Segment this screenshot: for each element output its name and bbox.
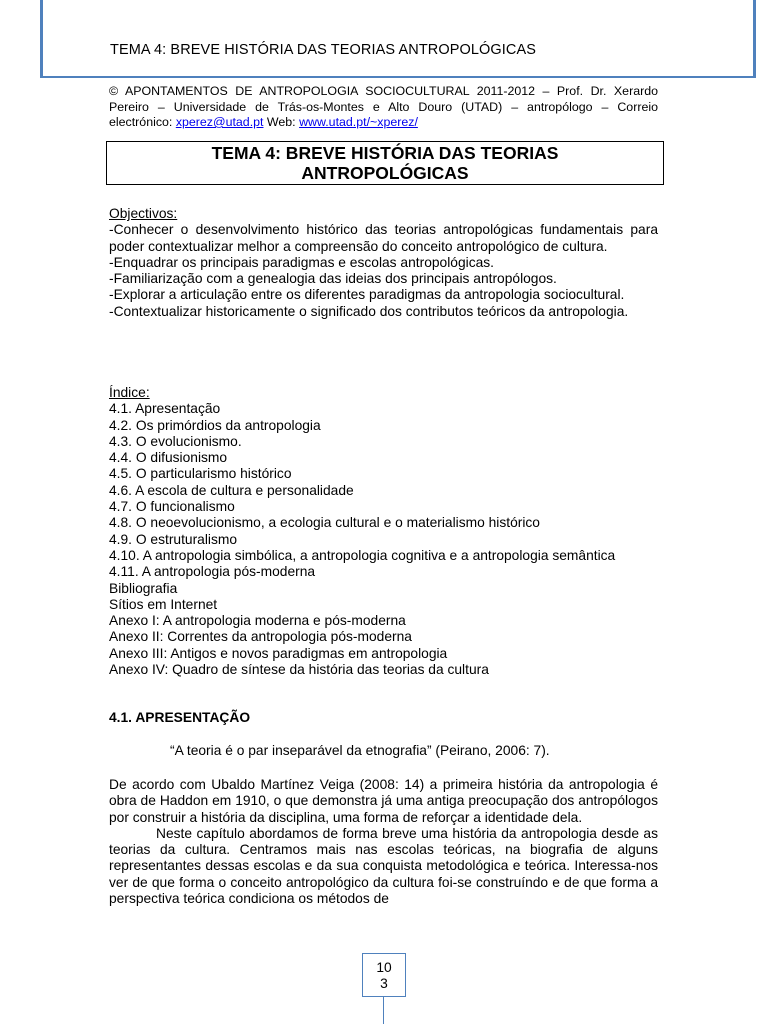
objective-item: -Conhecer o desenvolvimento histórico das teorias antropológicas fundamentais para poder contextualizar melhor a compreensão do conceito antropológico de cultura. — [109, 222, 658, 254]
index-item: 4.5. O particularismo histórico — [109, 466, 292, 482]
objectives-block — [109, 206, 658, 320]
running-header-title: TEMA 4: BREVE HISTÓRIA DAS TEORIAS ANTROPOLÓGICAS — [110, 42, 537, 58]
credits-paragraph — [109, 84, 658, 131]
index-item: Bibliografia — [109, 580, 178, 596]
page-number-line2: 3 — [380, 976, 388, 991]
page-number-stem — [383, 997, 384, 1024]
index-block — [109, 385, 658, 678]
chapter-title-box — [106, 141, 664, 185]
page-number-box — [362, 953, 406, 997]
objectives-heading: Objectivos: — [109, 206, 178, 221]
index-item: 4.3. O evolucionismo. — [109, 433, 242, 449]
index-item: 4.11. A antropologia pós-moderna — [109, 564, 316, 580]
index-item: Anexo III: Antigos e novos paradigmas em antropologia — [109, 645, 448, 661]
index-item: Sítios em Internet — [109, 596, 218, 612]
index-item: 4.2. Os primórdios da antropologia — [109, 417, 321, 433]
objective-item: -Contextualizar historicamente o significado dos contributos teóricos da antropologia. — [109, 303, 629, 319]
index-item: Anexo II: Correntes da antropologia pós-moderna — [109, 629, 412, 645]
page-number-line1: 10 — [376, 960, 392, 975]
header-bottom-rule — [40, 76, 756, 78]
index-item: 4.4. O difusionismo — [109, 450, 228, 466]
index-item: 4.9. O estruturalismo — [109, 531, 238, 547]
index-item: 4.1. Apresentação — [109, 401, 221, 417]
index-item: 4.8. O neoevolucionismo, a ecologia cultural e o materialismo histórico — [109, 515, 540, 531]
website-link[interactable]: www.utad.pt/~xperez/ — [299, 115, 418, 129]
header-left-rule — [40, 0, 43, 78]
section-heading: 4.1. APRESENTAÇÃO — [109, 710, 251, 725]
index-item: Anexo I: A antropologia moderna e pós-moderna — [109, 613, 406, 629]
index-heading: Índice: — [109, 385, 150, 400]
index-item: Anexo IV: Quadro de síntese da história das teorias da cultura — [109, 662, 489, 678]
credits-text: © APONTAMENTOS DE ANTROPOLOGIA SOCIOCULTURAL 2011-2012 – Prof. Dr. Xerardo Pereiro – Universidade de Trás-os-Montes e Alto Douro (UTAD) – antropólogo – Correio electrónico: — [109, 84, 658, 129]
header-right-rule — [753, 0, 756, 78]
paragraph-1: De acordo com Ubaldo Martínez Veiga (2008: 14) a primeira história da antropologia é obra de Haddon em 1910, o que demonstra já uma antiga preocupação dos antropólogos por construir a história da disciplina, uma forma de reforçar a identidade dela. — [109, 777, 658, 825]
objective-item: -Familiarização com a genealogia das ideias dos principais antropólogos. — [109, 271, 557, 287]
index-item: 4.7. O funcionalismo — [109, 499, 235, 515]
epigraph-quote: “A teoria é o par inseparável da etnografia” (Peirano, 2006: 7). — [170, 743, 550, 758]
index-item: 4.10. A antropologia simbólica, a antropologia cognitiva e a antropologia semântica — [109, 547, 616, 563]
index-item: 4.6. A escola de cultura e personalidade — [109, 482, 354, 498]
paragraph-2: Neste capítulo abordamos de forma breve uma história da antropologia desde as teorias da cultura. Centramos mais nas escolas teóricas, na biografia de alguns representantes dessas escolas e da sua conquista metodológica e teórica. Interessa-nos ver de que forma o conceito antropológico da cultura foi-se construíndo e de que forma a perspectiva teórica condiciona os métodos de — [109, 825, 658, 907]
objective-item: -Enquadrar os principais paradigmas e escolas antropológicas. — [109, 254, 494, 270]
chapter-title-line1: TEMA 4: BREVE HISTÓRIA DAS TEORIAS — [211, 143, 559, 163]
chapter-title-line2: ANTROPOLÓGICAS — [301, 163, 469, 183]
body-paragraphs — [109, 777, 658, 907]
objective-item: -Explorar a articulação entre os diferentes paradigmas da antropologia sociocultural. — [109, 287, 625, 303]
email-link[interactable]: xperez@utad.pt — [175, 115, 264, 129]
web-label: Web: — [263, 115, 300, 129]
